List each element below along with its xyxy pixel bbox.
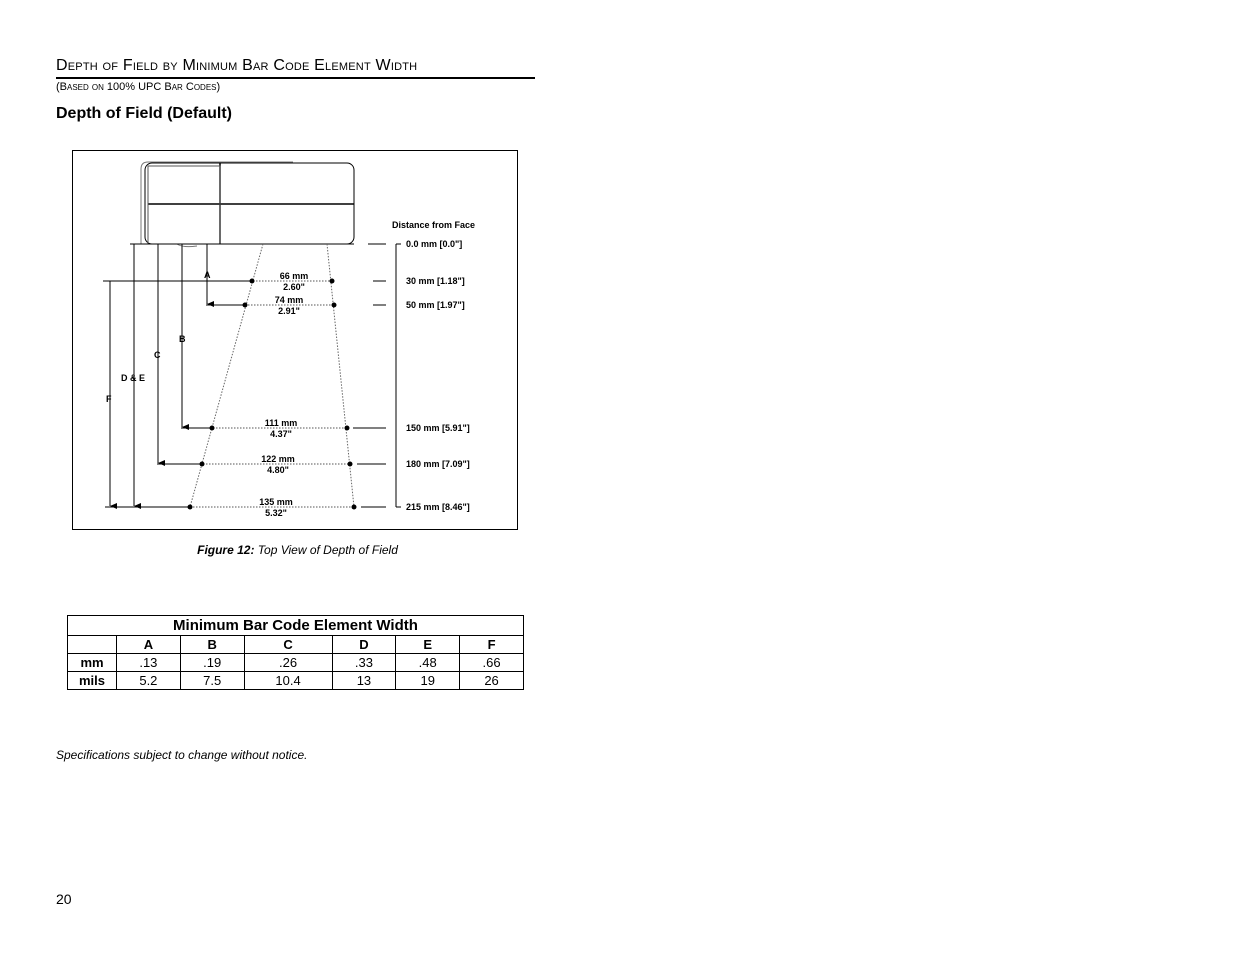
table-cell: 26 xyxy=(460,672,524,690)
table-cell: .48 xyxy=(396,654,460,672)
width-in-150: 4.37" xyxy=(270,429,292,439)
width-mm-180: 122 mm xyxy=(261,454,295,464)
column-header: B xyxy=(180,636,244,654)
specifications-note: Specifications subject to change without notice. xyxy=(56,748,308,762)
column-header: E xyxy=(396,636,460,654)
width-mm-50: 74 mm xyxy=(274,295,304,305)
caption-text: Top View of Depth of Field xyxy=(254,543,398,557)
section-title: Depth of Field (Default) xyxy=(56,105,232,122)
column-header: D xyxy=(332,636,396,654)
label-c: C xyxy=(154,350,161,360)
table-cell: .19 xyxy=(180,654,244,672)
table-cell: 5.2 xyxy=(117,672,181,690)
depth-of-field-figure xyxy=(72,150,518,530)
width-in-50: 2.91" xyxy=(278,306,300,316)
width-mm-30: 66 mm xyxy=(279,271,309,281)
table-title: Minimum Bar Code Element Width xyxy=(68,616,524,636)
distance-0: 0.0 mm [0.0"] xyxy=(406,239,463,249)
table-cell: .26 xyxy=(244,654,332,672)
depth-of-field-diagram xyxy=(73,151,517,529)
table-cell: 19 xyxy=(396,672,460,690)
caption-label: Figure 12: xyxy=(197,543,255,557)
column-header: A xyxy=(117,636,181,654)
distance-30: 30 mm [1.18"] xyxy=(406,276,465,286)
label-d-e: D & E xyxy=(121,373,146,383)
table-row xyxy=(68,654,524,672)
width-in-180: 4.80" xyxy=(267,465,289,475)
distance-180: 180 mm [7.09"] xyxy=(406,459,470,469)
row-label: mils xyxy=(68,672,117,690)
distance-50: 50 mm [1.97"] xyxy=(406,300,465,310)
table-cell: 13 xyxy=(332,672,396,690)
label-f: F xyxy=(106,394,112,404)
label-b: B xyxy=(179,334,186,344)
page-number: 20 xyxy=(56,891,72,907)
width-mm-215: 135 mm xyxy=(259,497,293,507)
width-mm-150: 111 mm xyxy=(264,418,298,428)
table-corner-cell xyxy=(68,636,117,654)
figure-caption xyxy=(0,543,595,557)
table-header-row xyxy=(68,636,524,654)
label-a: A xyxy=(204,270,211,280)
table-row xyxy=(68,672,524,690)
page-subheading: (Based on 100% UPC Bar Codes) xyxy=(56,81,221,93)
table-cell: .33 xyxy=(332,654,396,672)
table-cell: 10.4 xyxy=(244,672,332,690)
table-cell: .66 xyxy=(460,654,524,672)
width-in-30: 2.60" xyxy=(283,282,305,292)
element-width-table xyxy=(67,615,524,690)
distance-150: 150 mm [5.91"] xyxy=(406,423,470,433)
column-header: F xyxy=(460,636,524,654)
page-heading: Depth of Field by Minimum Bar Code Element Width xyxy=(56,57,535,79)
row-label: mm xyxy=(68,654,117,672)
distance-215: 215 mm [8.46"] xyxy=(406,502,470,512)
table-cell: .13 xyxy=(117,654,181,672)
table-cell: 7.5 xyxy=(180,672,244,690)
scanner-outline xyxy=(141,162,354,247)
width-in-215: 5.32" xyxy=(265,508,287,518)
column-header: C xyxy=(244,636,332,654)
distance-header: Distance from Face xyxy=(392,220,476,230)
